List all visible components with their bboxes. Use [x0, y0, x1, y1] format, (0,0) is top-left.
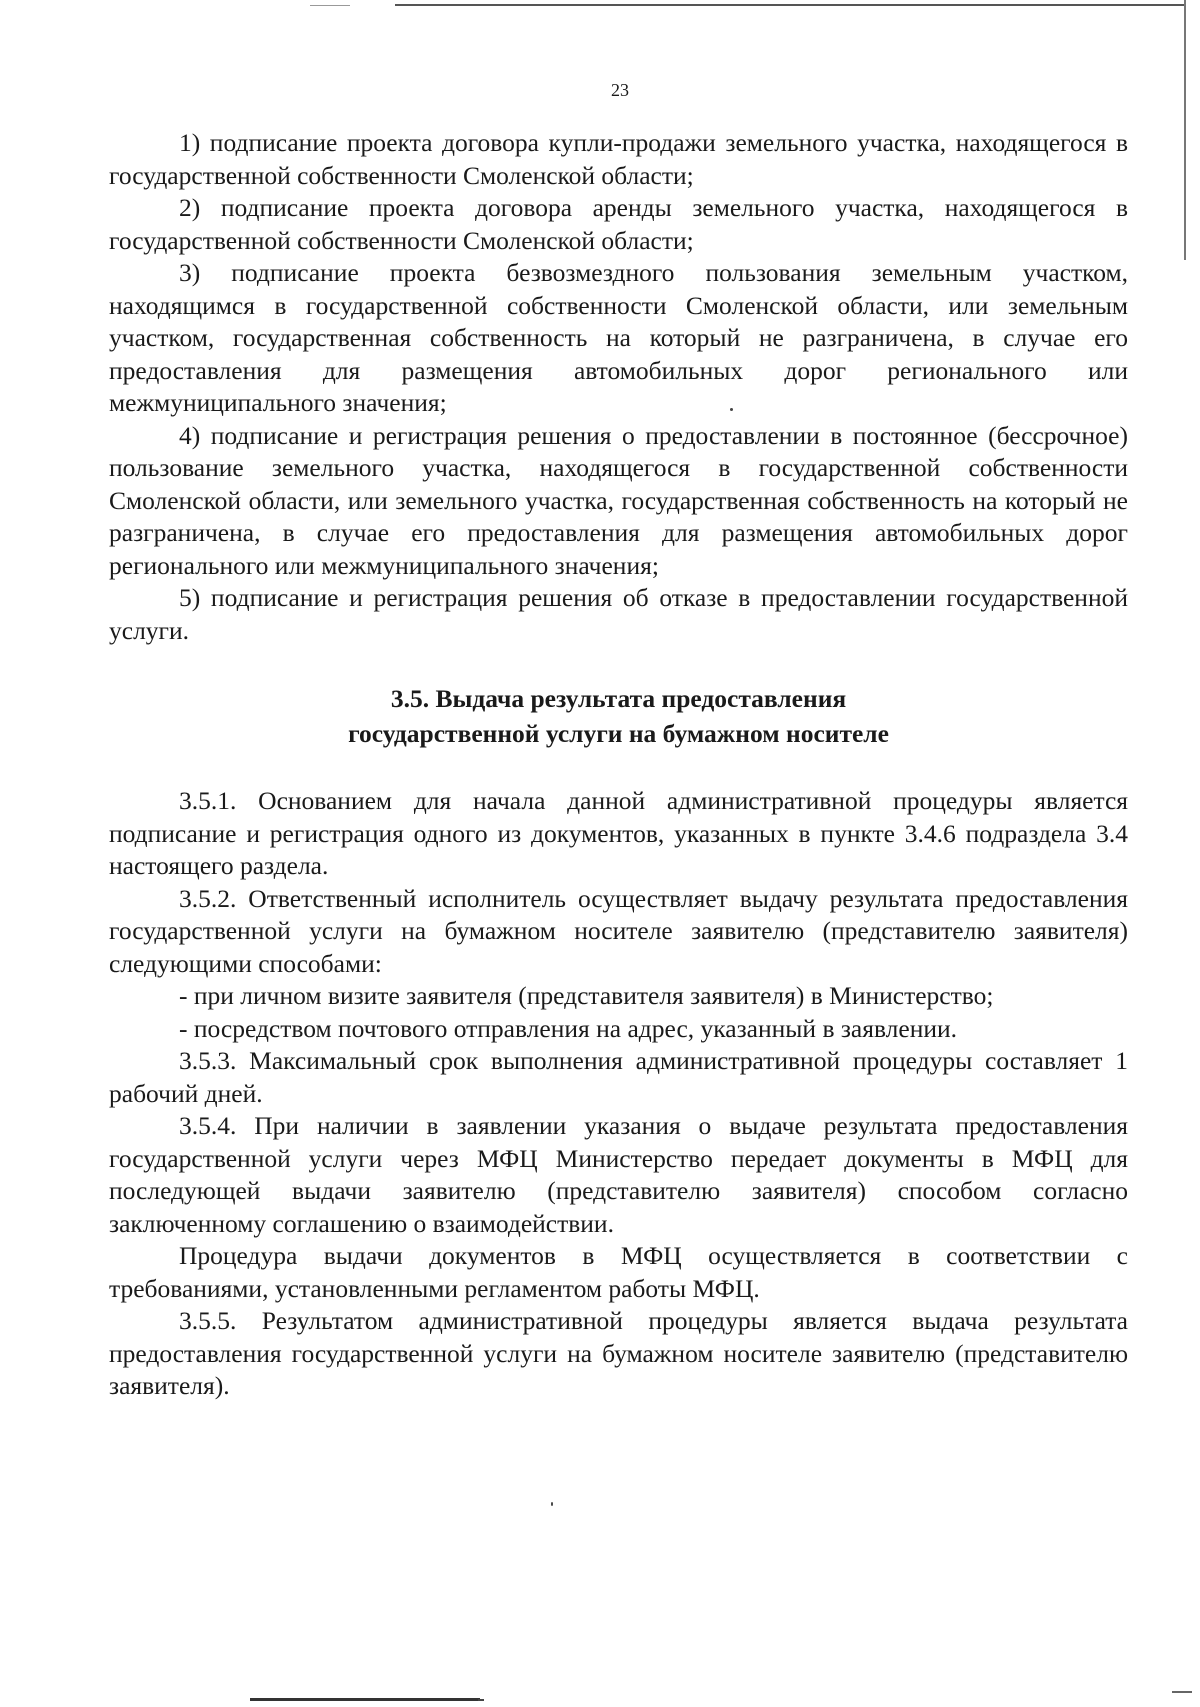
paragraph: 3.5.4. При наличии в заявлении указания о выдаче результата предоставления государственной услуги через МФЦ Министерство передает документы в МФЦ для последующей выдачи заявителю (представителю заявителя) способом согласно заключенному соглашению о взаимодействии.: [109, 1111, 1128, 1238]
paragraph: - при личном визите заявителя (представителя заявителя) в Министерство;: [179, 981, 994, 1010]
scan-speck: [551, 1502, 553, 1506]
list-item: 3) подписание проекта безвозмездного пользования земельным участком, находящимся в государственной собственности Смоленской области, или земельным участком, государственная собственность на который не разграничена, в случае его предоставления для размещения автомобильных дорог регионального или межмуниципального значения;: [109, 258, 1128, 417]
paragraph: 3.5.1. Основанием для начала данной административной процедуры является подписание и регистрация одного из документов, указанных в пункте 3.4.6 подраздела 3.4 настоящего раздела.: [109, 786, 1128, 880]
scan-artifact-top-dash: [310, 5, 350, 6]
scan-artifact-top-line: [395, 4, 1185, 6]
scan-artifact-bottom-dash: [478, 1699, 484, 1701]
section-heading: [109, 681, 1128, 751]
paragraph: 3.5.3. Максимальный срок выполнения административной процедуры составляет 1 рабочий дней.: [109, 1046, 1128, 1108]
paragraph: - посредством почтового отправления на адрес, указанный в заявлении.: [179, 1013, 958, 1043]
section-heading-line: государственной услуги на бумажном носителе: [348, 719, 889, 748]
scan-artifact-bottom-line: [250, 1698, 480, 1701]
paragraph: Процедура выдачи документов в МФЦ осуществляется в соответствии с требованиями, установленными регламентом работы МФЦ.: [109, 1241, 1128, 1303]
scan-artifact-right-line: [1184, 0, 1186, 260]
scan-speck: [730, 408, 733, 411]
document-body: [109, 127, 1128, 1403]
paragraph: 3.5.2. Ответственный исполнитель осуществляет выдачу результата предоставления государственной услуги на бумажном носителе заявителю (представителю заявителя) следующими способами:: [109, 883, 1128, 978]
section-heading-line: 3.5. Выдача результата предоставления: [390, 684, 847, 713]
paragraph: 3.5.5. Результатом административной процедуры является выдача результата предоставления государственной услуги на бумажном носителе заявителю (представителю заявителя).: [109, 1306, 1128, 1400]
page-number: 23: [611, 80, 629, 100]
scan-artifact-bottom-right: [1172, 1691, 1192, 1693]
list-item: 1) подписание проекта договора купли-продажи земельного участка, находящегося в государственной собственности Смоленской области;: [109, 128, 1128, 190]
list-item: 5) подписание и регистрация решения об отказе в предоставлении государственной услуги.: [109, 583, 1128, 645]
list-item: 2) подписание проекта договора аренды земельного участка, находящегося в государственной собственности Смоленской области;: [109, 193, 1128, 255]
list-item: 4) подписание и регистрация решения о предоставлении в постоянное (бессрочное) пользование земельного участка, находящегося в государственной собственности Смоленской области, или земельного участка, государственная собственность на который не разграничена, в случае его предоставления для размещения автомобильных дорог регионального или межмуниципального значения;: [109, 420, 1128, 580]
